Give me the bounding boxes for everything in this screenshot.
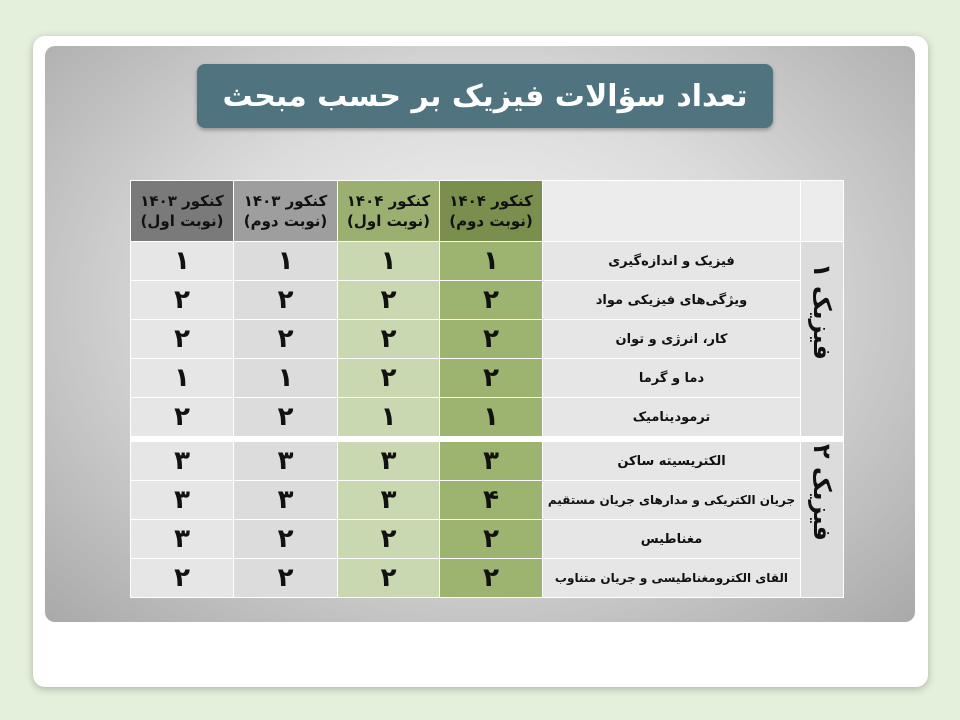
column-header-year: کنکور ۱۴۰۴ bbox=[346, 192, 431, 210]
topic-cell: فیزیک و اندازه‌گیری bbox=[543, 242, 801, 281]
table-row bbox=[131, 559, 844, 598]
value-cell: ۱ bbox=[440, 398, 543, 437]
value-cell: ۱ bbox=[338, 398, 440, 437]
value-cell: ۲ bbox=[234, 320, 338, 359]
value-cell: ۲ bbox=[131, 398, 234, 437]
value-cell: ۱ bbox=[338, 242, 440, 281]
group-cell bbox=[801, 442, 844, 598]
column-header bbox=[440, 181, 543, 242]
value-cell: ۲ bbox=[440, 281, 543, 320]
column-header-session: (نوبت دوم) bbox=[243, 212, 328, 230]
value-cell: ۳ bbox=[338, 481, 440, 520]
value-cell: ۲ bbox=[440, 559, 543, 598]
value-cell: ۲ bbox=[234, 398, 338, 437]
value-cell: ۳ bbox=[338, 442, 440, 481]
value-cell: ۲ bbox=[234, 281, 338, 320]
table-row bbox=[131, 359, 844, 398]
value-cell: ۴ bbox=[440, 481, 543, 520]
questions-table bbox=[130, 180, 844, 598]
column-header-year: کنکور ۱۴۰۳ bbox=[243, 192, 328, 210]
topic-cell: مغناطیس bbox=[543, 520, 801, 559]
table-row bbox=[131, 320, 844, 359]
value-cell: ۲ bbox=[234, 559, 338, 598]
title-banner bbox=[197, 64, 773, 128]
topic-cell: دما و گرما bbox=[543, 359, 801, 398]
value-cell: ۲ bbox=[338, 320, 440, 359]
topic-cell: کار، انرژی و توان bbox=[543, 320, 801, 359]
value-cell: ۲ bbox=[234, 520, 338, 559]
group-cell bbox=[801, 242, 844, 437]
value-cell: ۲ bbox=[338, 359, 440, 398]
table-row bbox=[131, 281, 844, 320]
column-header-session: (نوبت دوم) bbox=[449, 212, 533, 230]
value-cell: ۲ bbox=[338, 520, 440, 559]
group-label: فیزیک ۲ bbox=[808, 443, 836, 541]
topic-cell: جریان الکتریکی و مدارهای جریان مستقیم bbox=[543, 481, 801, 520]
value-cell: ۱ bbox=[131, 242, 234, 281]
topic-cell: القای الکترومغناطیسی و جریان متناوب bbox=[543, 559, 801, 598]
header-blank-topic bbox=[543, 181, 801, 242]
value-cell: ۳ bbox=[234, 481, 338, 520]
table-row bbox=[131, 481, 844, 520]
topic-cell: ویژگی‌های فیزیکی مواد bbox=[543, 281, 801, 320]
value-cell: ۲ bbox=[338, 281, 440, 320]
value-cell: ۲ bbox=[440, 359, 543, 398]
value-cell: ۲ bbox=[440, 320, 543, 359]
value-cell: ۲ bbox=[338, 559, 440, 598]
value-cell: ۲ bbox=[440, 520, 543, 559]
value-cell: ۱ bbox=[234, 242, 338, 281]
topic-cell: الکتریسیته ساکن bbox=[543, 442, 801, 481]
table-row bbox=[131, 398, 844, 437]
table-row bbox=[131, 520, 844, 559]
table-row bbox=[131, 242, 844, 281]
value-cell: ۲ bbox=[131, 281, 234, 320]
page-title: تعداد سؤالات فیزیک بر حسب مبحث bbox=[222, 78, 748, 114]
value-cell: ۳ bbox=[131, 481, 234, 520]
value-cell: ۳ bbox=[440, 442, 543, 481]
column-header bbox=[234, 181, 338, 242]
topic-cell: ترمودینامیک bbox=[543, 398, 801, 437]
value-cell: ۱ bbox=[131, 359, 234, 398]
table-row bbox=[131, 442, 844, 481]
value-cell: ۳ bbox=[131, 520, 234, 559]
value-cell: ۳ bbox=[131, 442, 234, 481]
header-row bbox=[131, 181, 844, 242]
header-blank-group bbox=[801, 181, 844, 242]
column-header-year: کنکور ۱۴۰۴ bbox=[449, 192, 533, 210]
column-header bbox=[131, 181, 234, 242]
column-header-year: کنکور ۱۴۰۳ bbox=[140, 192, 224, 210]
value-cell: ۳ bbox=[234, 442, 338, 481]
column-header bbox=[338, 181, 440, 242]
column-header-session: (نوبت اول) bbox=[347, 212, 430, 230]
value-cell: ۱ bbox=[234, 359, 338, 398]
value-cell: ۱ bbox=[440, 242, 543, 281]
value-cell: ۲ bbox=[131, 320, 234, 359]
group-label: فیزیک ۱ bbox=[808, 262, 836, 360]
value-cell: ۲ bbox=[131, 559, 234, 598]
column-header-session: (نوبت اول) bbox=[140, 212, 224, 230]
